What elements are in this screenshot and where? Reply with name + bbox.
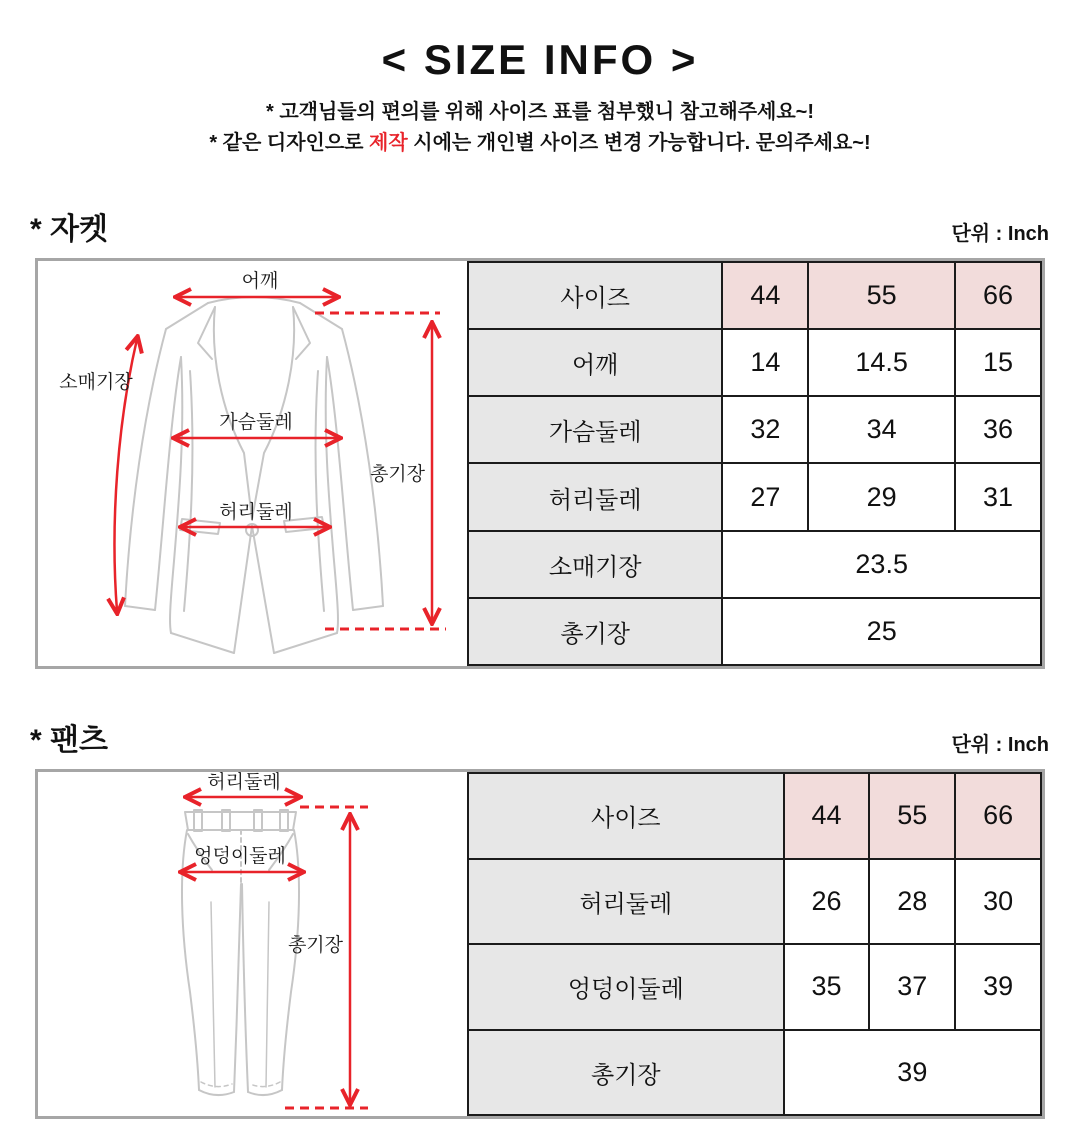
shoulder-label: 어깨 xyxy=(241,271,279,292)
pants-section-head xyxy=(30,715,1049,759)
value-cell-span: 39 xyxy=(784,1030,1041,1116)
size-cell: 55 xyxy=(808,262,955,329)
value-cell: 34 xyxy=(808,396,955,463)
table-row xyxy=(468,773,1041,859)
page-title: < SIZE INFO > xyxy=(381,36,699,83)
row-label: 총기장 xyxy=(468,1030,784,1116)
value-cell: 27 xyxy=(722,463,808,530)
jacket-unit-label: 단위 : Inch xyxy=(951,223,1049,245)
value-cell-span: 23.5 xyxy=(722,531,1041,598)
value-cell: 26 xyxy=(784,859,870,945)
size-cell: 44 xyxy=(722,262,808,329)
size-cell: 66 xyxy=(955,262,1041,329)
length-label: 총기장 xyxy=(369,464,425,485)
pants-size-table xyxy=(467,772,1042,1116)
jacket-size-table xyxy=(467,261,1042,666)
note-line-2 xyxy=(0,129,1080,158)
note-line-1: * 고객님들의 편의를 위해 사이즈 표를 첨부했니 참고해주세요~! xyxy=(265,101,815,123)
row-label: 사이즈 xyxy=(468,773,784,859)
value-cell: 14 xyxy=(722,329,808,396)
hip-label: 엉덩이둘레 xyxy=(194,846,286,867)
jacket-measurement-drawing xyxy=(38,261,467,666)
pants-section xyxy=(30,715,1049,1119)
value-cell: 30 xyxy=(955,859,1041,945)
row-label: 어깨 xyxy=(468,329,722,396)
value-cell: 32 xyxy=(722,396,808,463)
jacket-section-head xyxy=(30,204,1049,248)
table-row xyxy=(468,1030,1041,1116)
table-row xyxy=(468,531,1041,598)
pants-diagram xyxy=(38,772,467,1116)
table-row xyxy=(468,463,1041,530)
size-cell: 55 xyxy=(869,773,955,859)
value-cell: 28 xyxy=(869,859,955,945)
note-line-2-prefix: * 같은 디자인으로 xyxy=(209,132,370,154)
table-row xyxy=(468,262,1041,329)
pants-box xyxy=(35,769,1045,1119)
table-row xyxy=(468,329,1041,396)
table-row xyxy=(468,598,1041,665)
waist-label: 허리둘레 xyxy=(207,772,281,793)
row-label: 소매기장 xyxy=(468,531,722,598)
table-row xyxy=(468,859,1041,945)
value-cell: 37 xyxy=(869,944,955,1030)
jacket-outline xyxy=(125,297,383,653)
chest-label: 가슴둘레 xyxy=(219,412,293,433)
table-row xyxy=(468,396,1041,463)
row-label: 허리둘레 xyxy=(468,463,722,530)
pants-measurement-drawing xyxy=(38,772,467,1116)
pants-heading: * 팬츠 xyxy=(30,724,108,757)
sleeve-label: 소매기장 xyxy=(59,372,133,393)
row-label: 엉덩이둘레 xyxy=(468,944,784,1030)
row-label: 사이즈 xyxy=(468,262,722,329)
row-label: 허리둘레 xyxy=(468,859,784,945)
value-cell: 36 xyxy=(955,396,1041,463)
jacket-measure-arrows xyxy=(114,297,446,629)
note-line-2-highlight: 제작 xyxy=(369,132,408,154)
jacket-diagram xyxy=(38,261,467,666)
value-cell: 39 xyxy=(955,944,1041,1030)
note-line-2-suffix: 시에는 개인별 사이즈 변경 가능합니다. 문의주세요~! xyxy=(407,132,871,154)
row-label: 총기장 xyxy=(468,598,722,665)
jacket-box xyxy=(35,258,1045,669)
value-cell: 14.5 xyxy=(808,329,955,396)
row-label: 가슴둘레 xyxy=(468,396,722,463)
value-cell: 29 xyxy=(808,463,955,530)
value-cell: 15 xyxy=(955,329,1041,396)
value-cell-span: 25 xyxy=(722,598,1041,665)
jacket-section xyxy=(30,204,1049,669)
pants-unit-label: 단위 : Inch xyxy=(951,734,1049,756)
table-row xyxy=(468,944,1041,1030)
notes xyxy=(0,98,1080,158)
jacket-heading: * 자켓 xyxy=(30,213,108,246)
length-label: 총기장 xyxy=(287,935,343,956)
waist-label: 허리둘레 xyxy=(219,502,293,523)
value-cell: 31 xyxy=(955,463,1041,530)
size-cell: 44 xyxy=(784,773,870,859)
value-cell: 35 xyxy=(784,944,870,1030)
size-cell: 66 xyxy=(955,773,1041,859)
